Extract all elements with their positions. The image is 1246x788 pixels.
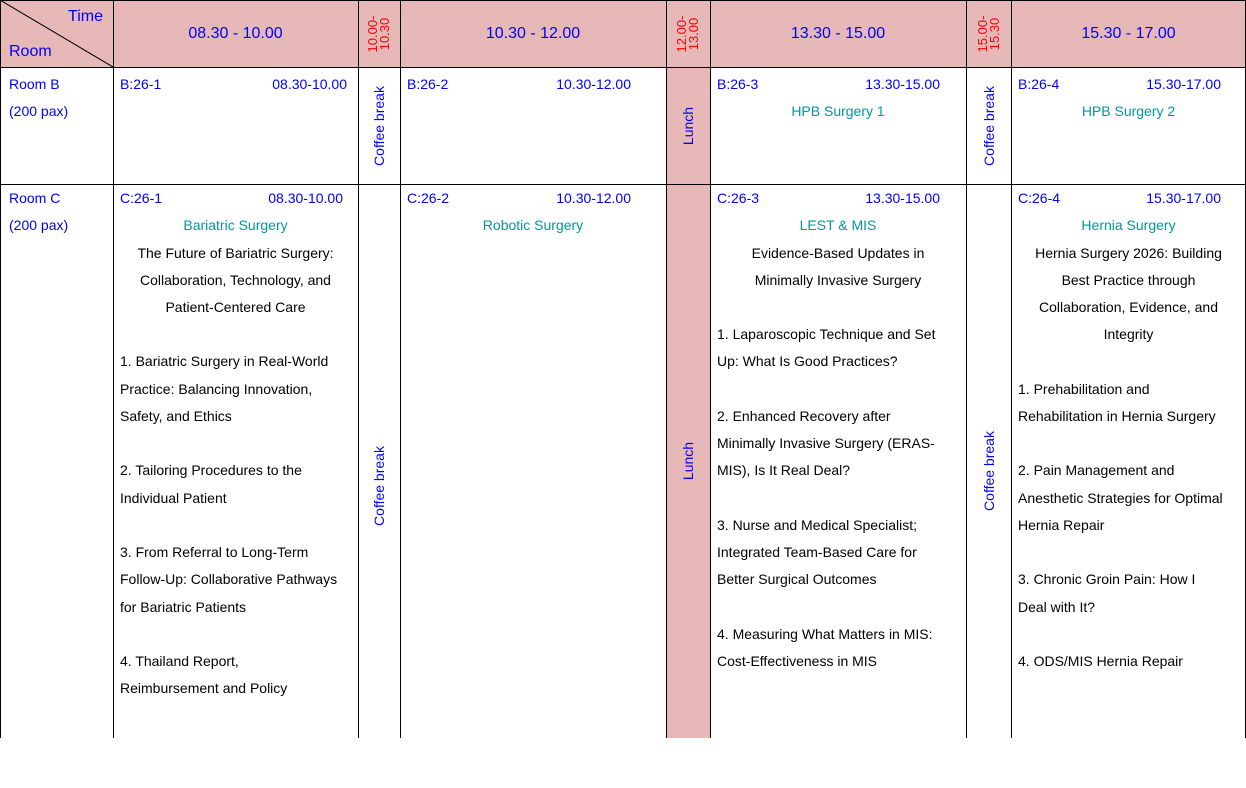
session-items <box>120 348 351 702</box>
session-time: 15.30-17.00 <box>1146 76 1221 92</box>
grid-line-row-b <box>0 184 1246 185</box>
session-code: C:26-1 <box>120 190 163 206</box>
lunch-b-text: Lunch <box>680 106 696 145</box>
session-c26-4 <box>1011 184 1246 702</box>
session-code: B:26-4 <box>1018 76 1060 92</box>
break-header-2-text: 12.00- 13.00 <box>674 15 701 52</box>
room-c-name: Room C <box>9 190 61 206</box>
session-time: 08.30-10.00 <box>272 76 347 92</box>
lunch-b <box>666 67 710 184</box>
session-code: C:26-4 <box>1018 190 1061 206</box>
session-subtitle: The Future of Bariatric Surgery: Collaboration, Technology, and Patient-Centered Care <box>137 244 334 316</box>
session-item: 4. Thailand Report, Reimbursement and Policy <box>120 652 288 697</box>
session-topic: LEST & MIS <box>799 217 877 234</box>
session-items <box>1018 376 1239 675</box>
coffee-break-c2 <box>966 184 1011 758</box>
lunch-c <box>666 184 710 738</box>
session-c26-1 <box>113 184 358 729</box>
session-topic: HPB Surgery 2 <box>1081 103 1176 120</box>
session-items <box>717 321 959 675</box>
coffee-break-b1-text: Coffee break <box>371 85 387 166</box>
session-c26-2 <box>400 184 666 240</box>
break-header-2 <box>666 0 710 67</box>
session-topic: HPB Surgery 1 <box>791 103 885 120</box>
session-code: B:26-3 <box>717 76 759 92</box>
session-code: C:26-3 <box>717 190 760 206</box>
coffee-break-c1-text: Coffee break <box>371 446 387 526</box>
coffee-break-b1 <box>358 67 400 184</box>
slot-header-4 <box>1011 0 1246 67</box>
break-header-1 <box>358 0 400 67</box>
break-header-1-text: 10.00- 10.30 <box>365 15 392 52</box>
room-b-pax: (200 pax) <box>9 103 69 119</box>
session-item: 2. Pain Management and Anesthetic Strategies for Optimal Hernia Repair <box>1018 462 1223 533</box>
slot-header-3-text: 13.30 - 15.00 <box>790 24 886 42</box>
grid-col-1 <box>113 0 114 738</box>
session-c26-3 <box>710 184 966 702</box>
session-item: 1. Laparoscopic Technique and Set Up: What Is Good Practices? <box>717 326 936 370</box>
corner-room-label: Room <box>9 43 52 60</box>
slot-header-2-text: 10.30 - 12.00 <box>485 24 581 42</box>
grid-line-top <box>0 0 1246 1</box>
session-topic: Bariatric Surgery <box>183 217 288 234</box>
grid-col-2 <box>358 0 359 738</box>
slot-header-2 <box>400 0 666 67</box>
session-time: 13.30-15.00 <box>865 76 940 92</box>
coffee-break-c1 <box>358 184 400 788</box>
session-item: 1. Prehabilitation and Rehabilitation in Hernia Surgery <box>1018 380 1216 425</box>
session-code: B:26-1 <box>120 76 162 92</box>
session-time: 10.30-12.00 <box>556 76 631 92</box>
lunch-c-text: Lunch <box>680 441 696 481</box>
grid-col-0 <box>0 0 1 738</box>
session-time: 13.30-15.00 <box>865 190 940 206</box>
grid-col-3 <box>400 0 401 738</box>
coffee-break-b2-text: Coffee break <box>980 85 997 166</box>
session-topic: Hernia Surgery <box>1081 217 1176 234</box>
session-item: 4. Measuring What Matters in MIS: Cost-Effectiveness in MIS <box>717 625 933 669</box>
session-item: 2. Tailoring Procedures to the Individual Patient <box>120 462 302 506</box>
session-item: 3. Chronic Groin Pain: How I Deal with It? <box>1018 571 1196 615</box>
break-header-3-text: 15.00- 15.30 <box>974 15 1002 52</box>
slot-header-1-text: 08.30 - 10.00 <box>188 24 283 42</box>
session-code: C:26-2 <box>407 190 450 206</box>
grid-col-5 <box>710 0 711 738</box>
session-item: 3. Nurse and Medical Specialist; Integrated Team-Based Care for Better Surgical Outcomes <box>717 516 917 588</box>
grid-col-7 <box>1011 0 1012 738</box>
coffee-break-c2-text: Coffee break <box>980 431 997 511</box>
grid-col-6 <box>966 0 967 738</box>
session-subtitle: Hernia Surgery 2026: Building Best Practice through Collaboration, Evidence, and Integrity <box>1035 244 1222 343</box>
session-item: 4. ODS/MIS Hernia Repair <box>1018 652 1183 669</box>
coffee-break-b2 <box>966 67 1011 184</box>
session-b26-3 <box>710 70 966 126</box>
session-code: B:26-2 <box>407 76 449 92</box>
header-corner <box>0 0 113 67</box>
session-b26-1 <box>113 70 358 98</box>
room-c-label <box>0 184 113 240</box>
session-time: 15.30-17.00 <box>1146 190 1221 206</box>
slot-header-1 <box>113 0 358 67</box>
break-header-3 <box>966 0 1011 67</box>
slot-header-4-text: 15.30 - 17.00 <box>1081 24 1176 42</box>
session-item: 3. From Referral to Long-Term Follow-Up: Collaborative Pathways for Bariatric Patients <box>120 543 338 615</box>
grid-col-4 <box>666 0 667 738</box>
grid-line-header <box>0 67 1246 68</box>
session-subtitle: Evidence-Based Updates in Minimally Invasive Surgery <box>751 244 925 288</box>
session-time: 10.30-12.00 <box>556 190 631 206</box>
corner-time-label: Time <box>68 8 103 25</box>
session-b26-4 <box>1011 70 1246 126</box>
room-b-name: Room B <box>9 76 60 92</box>
session-b26-2 <box>400 70 666 98</box>
session-time: 08.30-10.00 <box>268 190 343 206</box>
session-item: 1. Bariatric Surgery in Real-World Practice: Balancing Innovation, Safety, and Ethics <box>120 353 329 425</box>
room-c-pax: (200 pax) <box>9 217 69 233</box>
room-b-label <box>0 70 113 126</box>
session-topic: Robotic Surgery <box>482 217 584 234</box>
slot-header-3 <box>710 0 966 67</box>
session-item: 2. Enhanced Recovery after Minimally Invasive Surgery (ERAS- MIS), Is It Real Deal? <box>717 407 935 479</box>
